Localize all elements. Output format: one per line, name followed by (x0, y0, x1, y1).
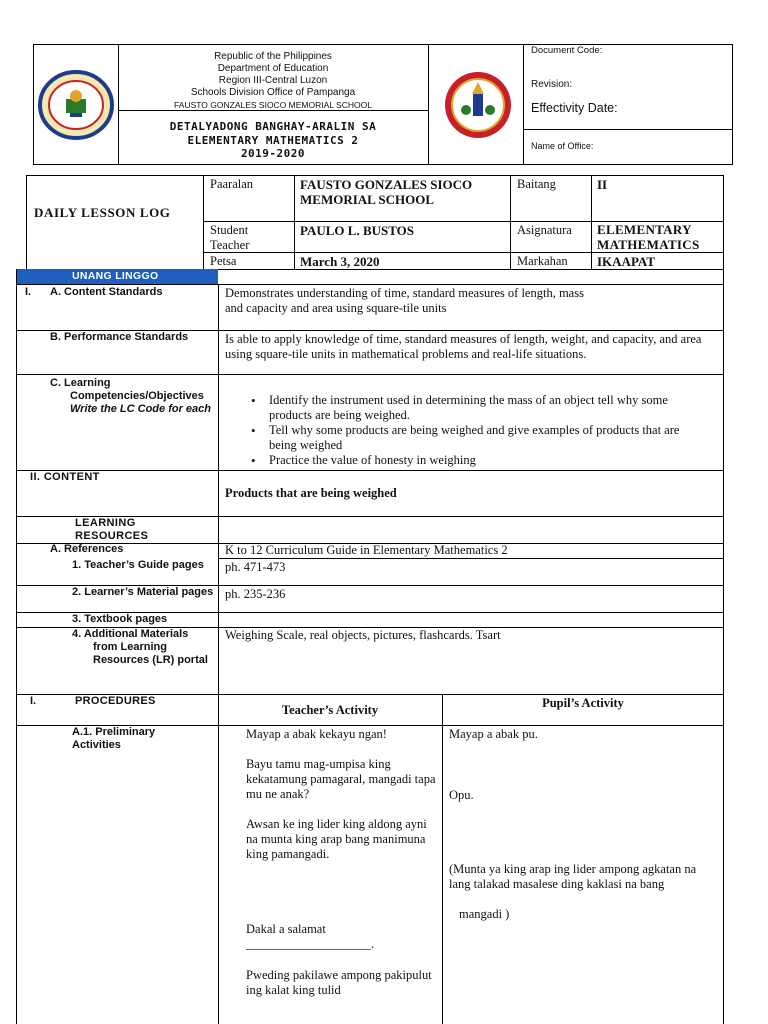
government-header (118, 51, 428, 111)
competency-item: • Identify the instrument used in determining the mass of an object tell why some products are being weighed. (225, 393, 695, 423)
performance-standards-text: Is able to apply knowledge of time, standard measures of length, weight, and capacity, and area using square-tile units in mathematical problems and real-life situations. (225, 332, 702, 361)
teacher-line: Bayu tamu mag-umpisa king kekatamung pamagaral, mangadi tapa mu ne anak? (246, 757, 436, 801)
teachers-guide-pages: ph. 471-473 (225, 560, 286, 574)
asignatura-label: Asignatura (517, 223, 572, 237)
gov-line: Region III-Central Luzon (218, 75, 328, 86)
markahan-label: Markahan (517, 254, 568, 268)
document-code-label: Document Code: (531, 45, 603, 56)
competency-item: • Tell why some products are being weighed and give examples of products that are being weighed (225, 423, 695, 453)
content-section-label: II. CONTENT (30, 471, 100, 483)
petsa-value: March 3, 2020 (300, 254, 380, 269)
daily-lesson-log-title: DAILY LESSON LOG (34, 205, 171, 220)
baitang-label: Baitang (517, 177, 556, 191)
competency-item: • Practice the value of honesty in weighing (225, 453, 695, 468)
pupil-line: Mayap a abak pu. (449, 727, 538, 741)
petsa-label: Petsa (210, 254, 237, 268)
lesson-plan-title (118, 120, 428, 161)
references-label: A. References (50, 543, 124, 555)
additional-materials-label: 4. Additional Materials from Learning Resources (LR) portal (72, 628, 208, 666)
baitang-value: II (597, 177, 608, 192)
performance-standards-label: B. Performance Standards (50, 331, 189, 343)
title-line: 2019-2020 (240, 147, 306, 160)
section-number-i: I. (25, 286, 32, 298)
teacher-line: Pweding pakilawe ampong pakipulut ing kalat king tulid (246, 968, 432, 997)
student-teacher-label: Student Teacher (210, 223, 250, 252)
additional-materials-text: Weighing Scale, real objects, pictures, flashcards. Tsart (225, 628, 501, 642)
week-banner-label: UNANG LINGGO (72, 270, 159, 282)
gov-line: FAUSTO GONZALES SIOCO MEMORIAL SCHOOL (174, 100, 372, 110)
procedures-label: PROCEDURES (75, 695, 156, 707)
content-topic: Products that are being weighed (225, 486, 397, 500)
textbook-pages-label: 3. Textbook pages (72, 613, 168, 625)
references-text: K to 12 Curriculum Guide in Elementary Mathematics 2 (225, 543, 508, 557)
content-standards-text: Demonstrates understanding of time, standard measures of length, mass and capacity and area using square-tile units (225, 286, 584, 315)
teacher-line: Mayap a abak kekayu ngan! (246, 727, 387, 741)
preliminary-activities-label: A.1. Preliminary Activities (72, 726, 156, 751)
title-line: ELEMENTARY MATHEMATICS 2 (187, 133, 359, 147)
title-line: DETALYADONG BANGHAY-ARALIN SA (169, 120, 377, 133)
teachers-guide-label: 1. Teacher’s Guide pages (72, 559, 204, 571)
gov-line: Schools Division Office of Pampanga (190, 87, 356, 98)
gov-line: Republic of the Philippines (214, 51, 332, 62)
paaralan-value: FAUSTO GONZALES SIOCO MEMORIAL SCHOOL (300, 177, 473, 207)
paaralan-label: Paaralan (210, 177, 254, 191)
effectivity-date-label: Effectivity Date: (531, 101, 618, 115)
deped-seal-logo (34, 69, 118, 141)
school-seal-logo (440, 70, 516, 140)
student-teacher-value: PAULO L. BUSTOS (300, 223, 415, 238)
teacher-activity-header: Teacher’s Activity (281, 703, 379, 717)
learning-competencies-label (50, 377, 232, 416)
content-standards-label: A. Content Standards (50, 286, 163, 298)
teacher-line: Dakal a salamat ____________________. (246, 922, 375, 951)
pupil-line: (Munta ya king arap ing lider ampong agkatan na lang talakad masalese ding kaklasi na bang (449, 862, 697, 891)
learners-material-label: 2. Learner’s Material pages (72, 586, 214, 598)
asignatura-value: ELEMENTARY MATHEMATICS (597, 222, 700, 252)
pupil-activity-header: Pupil’s Activity (542, 696, 624, 710)
name-of-office-label: Name of Office: (531, 141, 594, 151)
pupil-line: mangadi ) (459, 907, 510, 921)
revision-label: Revision: (531, 79, 573, 90)
pupil-line: Opu. (449, 788, 474, 802)
markahan-value: IKAAPAT (597, 254, 656, 269)
procedures-number: I. (30, 695, 37, 707)
gov-line: Department of Education (217, 63, 329, 74)
competencies-label-text: C. Learning Competencies/Objectives (50, 377, 204, 402)
teacher-line: Awsan ke ing lider king aldong ayni na munta king arap bang manimuna king pamangadi. (246, 817, 427, 861)
learning-resources-label: LEARNING RESOURCES (75, 517, 149, 542)
learners-material-pages: ph. 235-236 (225, 587, 286, 601)
competencies-lc-code-note: Write the LC Code for each (70, 403, 211, 415)
competencies-list (225, 393, 695, 468)
